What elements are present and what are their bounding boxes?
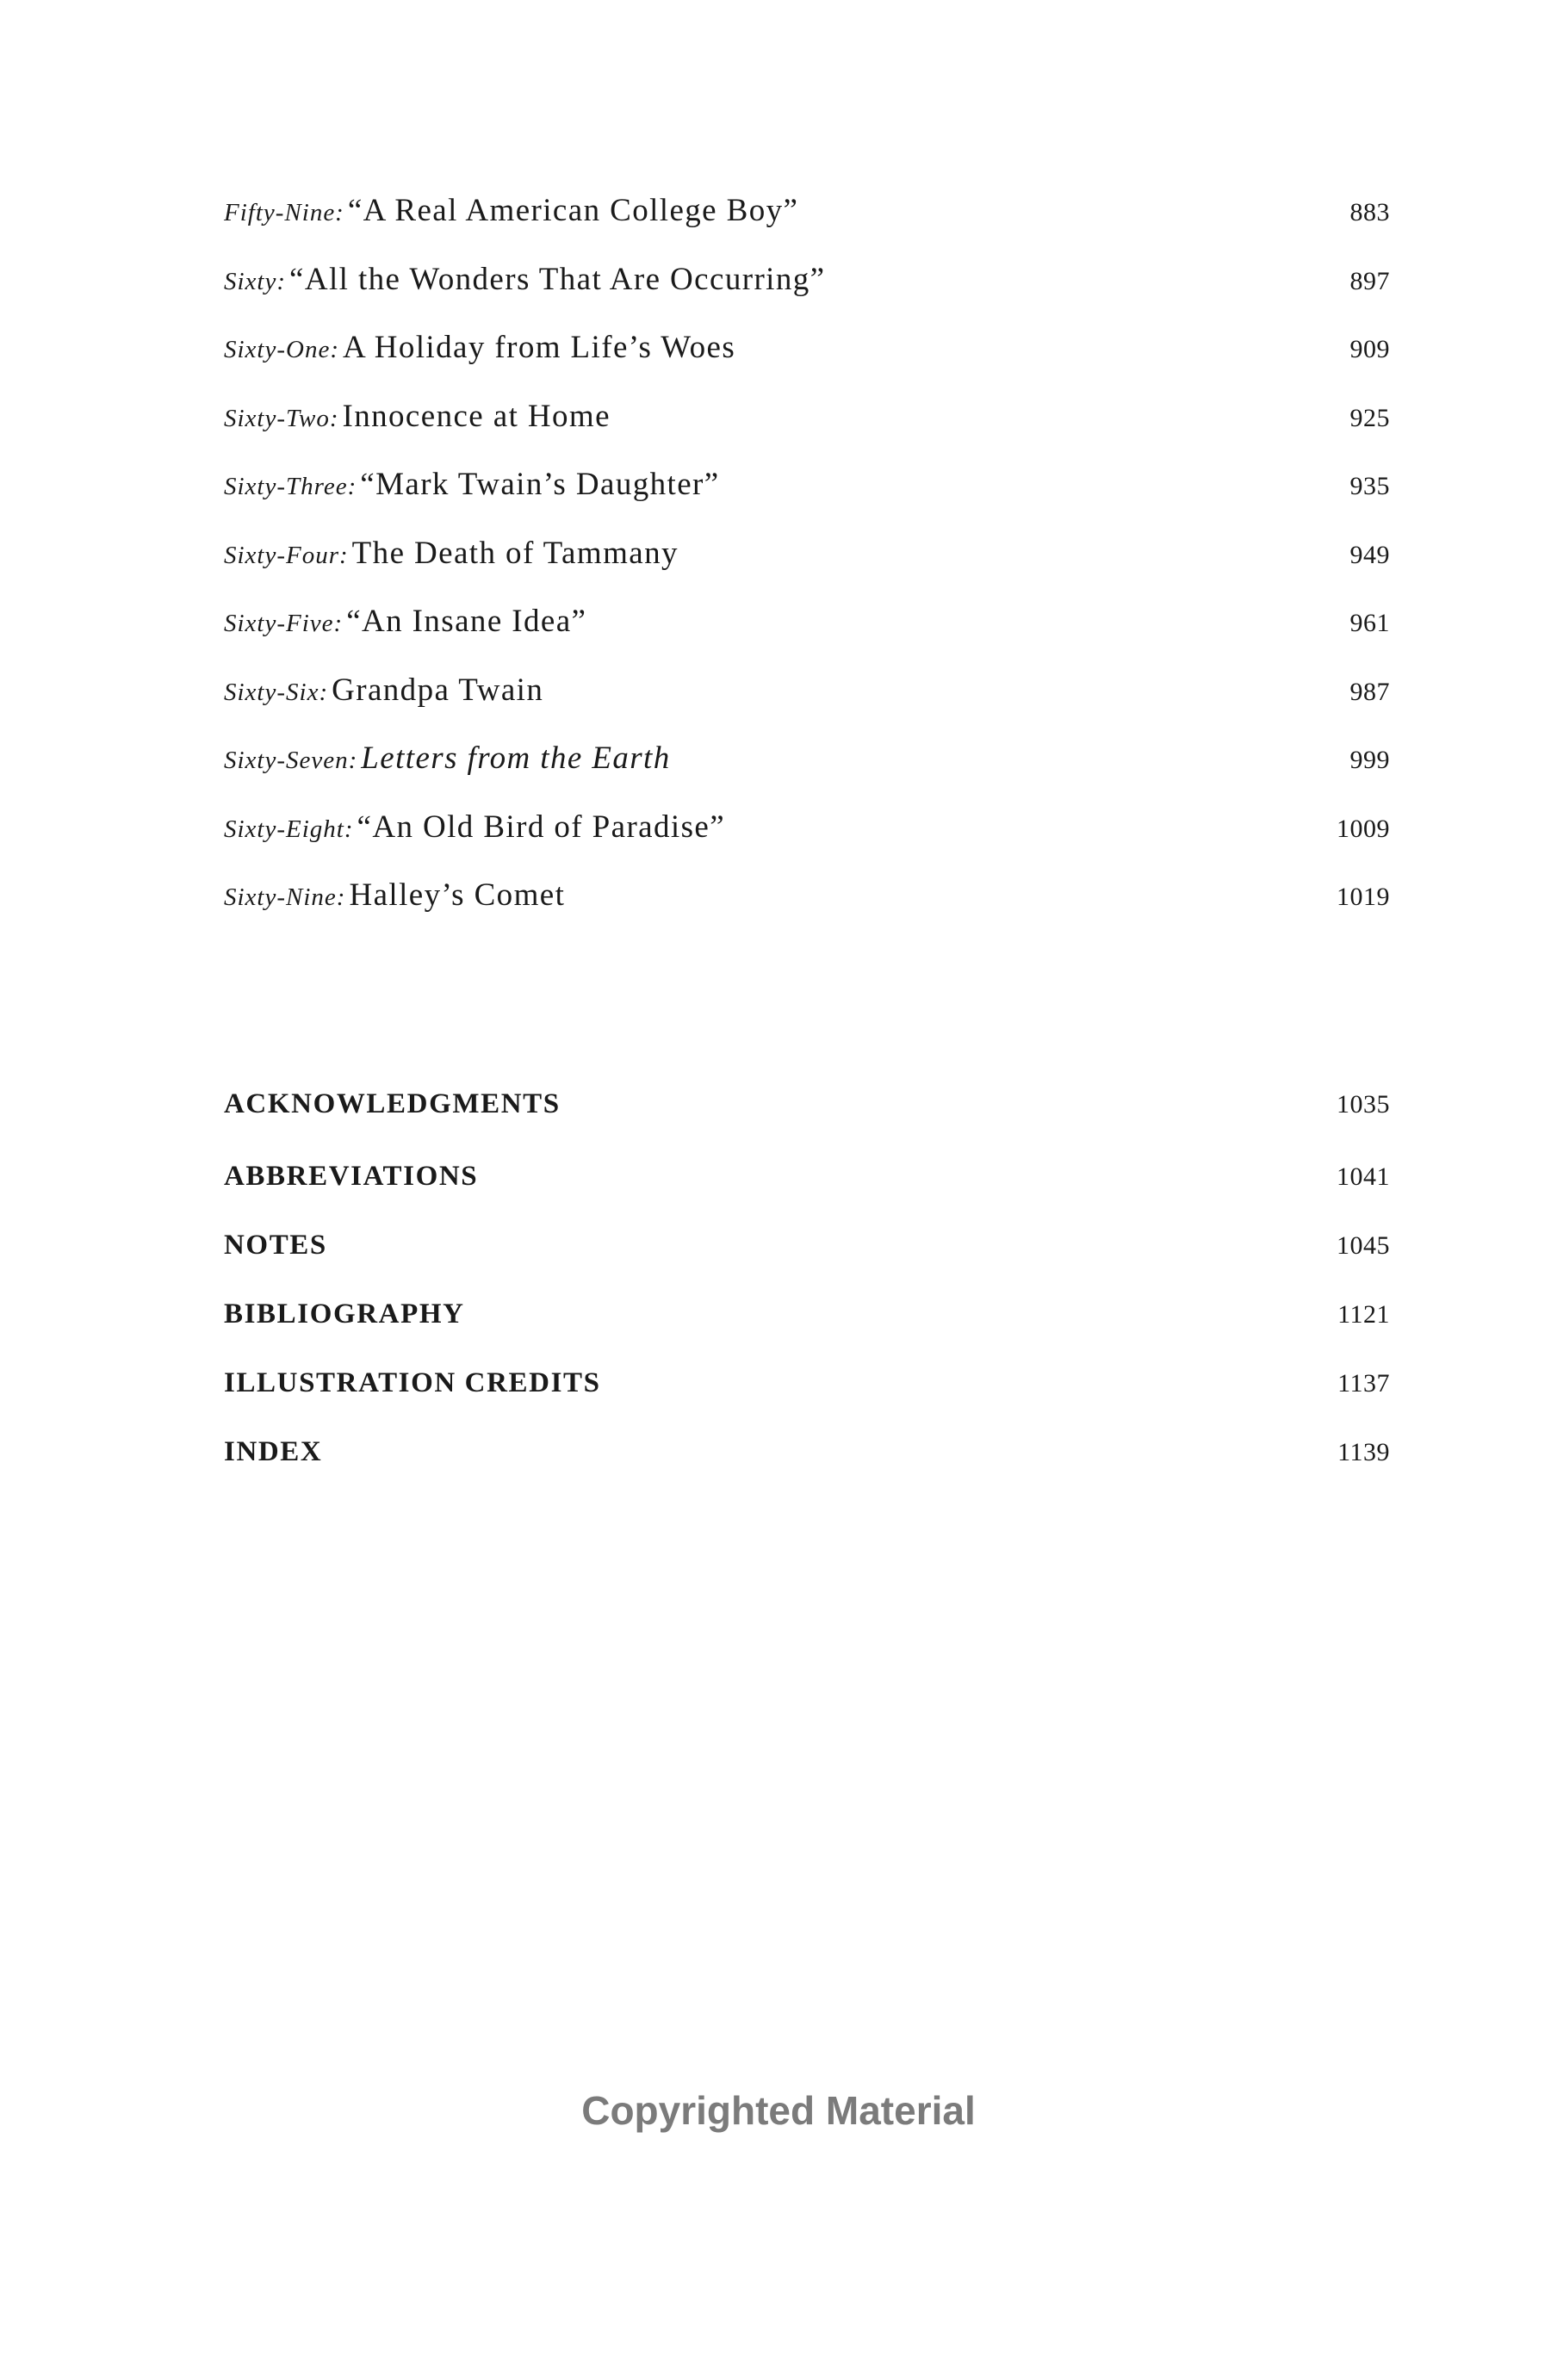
page-number: 909 (1349, 335, 1390, 363)
chapter-number: Sixty-Nine: (224, 883, 346, 911)
page-number: 925 (1349, 403, 1390, 432)
chapter-heading (224, 535, 679, 572)
chapter-entry (224, 603, 1390, 672)
chapter-heading (224, 261, 825, 298)
chapter-number: Sixty-One: (224, 336, 339, 363)
page-number: 1035 (1337, 1090, 1390, 1119)
chapter-heading (224, 329, 735, 366)
chapter-title: Halley’s Comet (349, 877, 566, 913)
chapter-title: The Death of Tammany (351, 535, 679, 571)
chapter-entry (224, 398, 1390, 467)
page-number: 987 (1349, 677, 1390, 706)
chapter-title: Letters from the Earth (361, 741, 671, 776)
section-title: ABBREVIATIONS (224, 1161, 479, 1192)
back-matter-entry (224, 1161, 1390, 1230)
chapter-heading (224, 466, 720, 503)
chapter-entry (224, 261, 1390, 330)
page-number: 1019 (1337, 883, 1390, 911)
chapter-number: Sixty-Seven: (224, 747, 358, 774)
chapter-title: Innocence at Home (342, 398, 611, 434)
chapter-number: Sixty-Three: (224, 473, 357, 500)
chapter-heading (224, 398, 611, 435)
chapter-entry (224, 809, 1390, 877)
copyright-watermark: Copyrighted Material (581, 2088, 976, 2133)
chapter-entry (224, 672, 1390, 741)
back-matter-entry (224, 1230, 1390, 1298)
chapter-number: Sixty-Five: (224, 610, 344, 637)
section-title: NOTES (224, 1230, 327, 1261)
page-number: 883 (1349, 198, 1390, 226)
section-title: ILLUSTRATION CREDITS (224, 1367, 601, 1398)
chapter-number: Fifty-Nine: (224, 199, 344, 226)
page-number: 961 (1349, 609, 1390, 637)
page-number: 1041 (1337, 1162, 1390, 1191)
chapter-heading (224, 740, 671, 777)
chapter-heading (224, 877, 565, 914)
back-matter-entry (224, 1367, 1390, 1436)
section-title: BIBLIOGRAPHY (224, 1298, 465, 1329)
chapter-title: Grandpa Twain (332, 672, 544, 708)
back-matter-entry (224, 1298, 1390, 1367)
page-number: 949 (1349, 540, 1390, 569)
chapter-entry (224, 877, 1390, 945)
chapter-heading (224, 192, 798, 229)
page-number: 1139 (1337, 1438, 1390, 1466)
chapter-number: Sixty-Two: (224, 404, 339, 432)
chapter-title: “An Insane Idea” (346, 604, 587, 639)
chapter-title: “All the Wonders That Are Occurring” (289, 261, 826, 297)
back-matter-entry (224, 1436, 1390, 1505)
chapter-list (224, 192, 1390, 945)
chapter-entry (224, 466, 1390, 535)
chapter-heading (224, 603, 586, 640)
chapter-number: Sixty-Six: (224, 678, 329, 706)
chapter-heading (224, 809, 725, 846)
chapter-title: “A Real American College Boy” (347, 193, 799, 228)
chapter-entry (224, 329, 1390, 398)
chapter-heading (224, 672, 543, 709)
page-number: 897 (1349, 266, 1390, 295)
section-title: INDEX (224, 1436, 323, 1467)
chapter-number: Sixty-Four: (224, 541, 349, 569)
back-matter-entry (224, 1088, 1390, 1161)
page-number: 1137 (1337, 1369, 1390, 1398)
page-number: 1121 (1337, 1300, 1390, 1329)
chapter-entry (224, 192, 1390, 261)
chapter-entry (224, 740, 1390, 809)
chapter-number: Sixty-Eight: (224, 815, 354, 843)
page-number: 935 (1349, 472, 1390, 500)
chapter-title: A Holiday from Life’s Woes (343, 330, 736, 365)
page-number: 1045 (1337, 1231, 1390, 1260)
chapter-title: “Mark Twain’s Daughter” (360, 467, 720, 502)
chapter-number: Sixty: (224, 267, 287, 295)
page-number: 1009 (1337, 814, 1390, 843)
chapter-entry (224, 535, 1390, 604)
back-matter-list (224, 1088, 1390, 1505)
page-number: 999 (1349, 746, 1390, 774)
chapter-title: “An Old Bird of Paradise” (357, 809, 726, 845)
section-title: ACKNOWLEDGMENTS (224, 1088, 561, 1119)
